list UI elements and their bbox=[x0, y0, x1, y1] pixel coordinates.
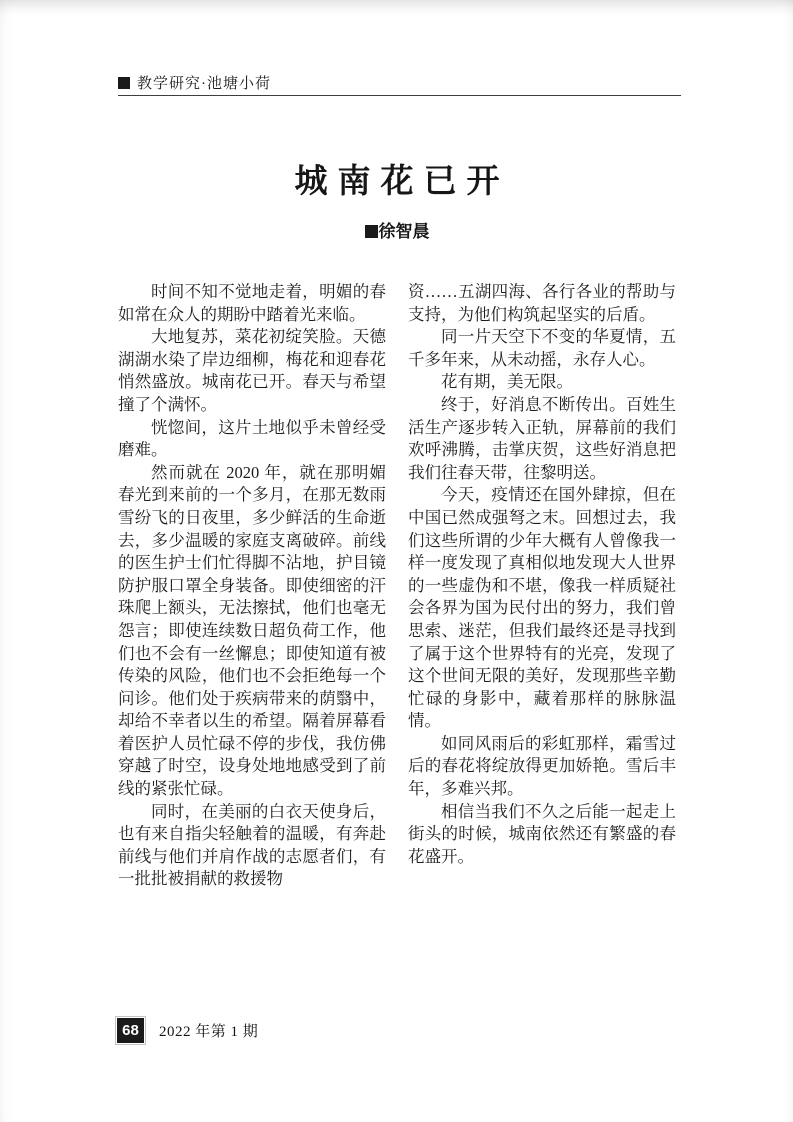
paragraph: 同一片天空下不变的华夏情，五千多年来，从未动摇，永存人心。 bbox=[408, 327, 676, 369]
right-column bbox=[408, 281, 676, 891]
paragraph: 花有期，美无限。 bbox=[441, 372, 573, 392]
running-head bbox=[118, 72, 681, 93]
paragraph: 大地复苏，菜花初绽笑脸。天德湖湖水染了岸边细柳，梅花和迎春花悄然盛放。城南花已开。春天与希望撞了个满怀。 bbox=[118, 327, 386, 414]
header-category-label: 教学研究·池塘小荷 bbox=[137, 76, 271, 92]
paragraph: 如同风雨后的彩虹那样，霜雪过后的春花将绽放得更加娇艳。雪后丰年，多难兴邦。 bbox=[408, 733, 676, 799]
page-number-badge: 68 bbox=[117, 1018, 144, 1043]
paragraph: 恍惚间，这片土地似乎未曾经受磨难。 bbox=[118, 417, 386, 460]
paragraph: 相信当我们不久之后能一起走上街头的时候，城南依然还有繁盛的春花盛开。 bbox=[408, 801, 676, 866]
issue-label: 2022 年第 1 期 bbox=[159, 1024, 259, 1040]
header-square-icon bbox=[118, 77, 130, 89]
paragraph-continuation: 资……五湖四海、各行各业的帮助与支持，为他们构筑起坚实的后盾。 bbox=[408, 282, 676, 324]
article-body bbox=[118, 281, 676, 891]
author-name: 徐智晨 bbox=[378, 222, 430, 241]
paragraph: 然而就在 2020 年，就在那明媚春光到来前的一个多月，在那无数雨雪纷飞的日夜里，多少鲜活的生命逝去，多少温暖的家庭支离破碎。前线的医生护士们忙得脚不沾地，护目镜防护服口罩全身装备。即使细密的汗珠爬上额头，无法擦拭，他们也毫无怨言；即使连续数日超负荷工作，他们也不会有一丝懈息；即使知道有被传染的风险，他们也不会拒绝每一个问诊。他们处于疾病带来的荫翳中，却给不幸者以生的希望。隔着屏幕看着医护人员忙碌不停的步伐，我仿佛穿越了时空，设身处地地感受到了前线的紧张忙碌。 bbox=[118, 462, 386, 799]
author-square-icon bbox=[365, 225, 378, 238]
paragraph: 时间不知不觉地走着，明媚的春如常在众人的期盼中踏着光来临。 bbox=[118, 282, 386, 324]
header-rule bbox=[118, 95, 681, 96]
paragraph: 终于，好消息不断传出。百姓生活生产逐步转入正轨，屏幕前的我们欢呼沸腾，击掌庆贺，这些好消息把我们往春天带，往黎明送。 bbox=[408, 394, 676, 482]
paragraph: 今天，疫情还在国外肆掠，但在中国已然成强弩之末。回想过去，我们这些所谓的少年大概有人曾像我一样一度发现了真相似地发现大人世界的一些虚伪和不堪，像我一样质疑社会各界为国为民付出的努力，我们曾思索、迷茫，但我们最终还是寻找到了属于这个世界特有的光亮，发现了这个世间无限的美好，发现那些辛勤忙碌的身影中，藏着那样的脉脉温情。 bbox=[408, 485, 676, 731]
page-footer bbox=[117, 1018, 258, 1043]
paragraph: 同时，在美丽的白衣天使身后，也有来自指尖轻触着的温暖，有奔赴前线与他们并肩作战的志愿者们，有一批批被捐献的救援物 bbox=[118, 801, 386, 889]
left-column bbox=[118, 281, 386, 891]
article-author bbox=[118, 217, 676, 242]
article-title: 城南花已开 bbox=[294, 162, 510, 199]
